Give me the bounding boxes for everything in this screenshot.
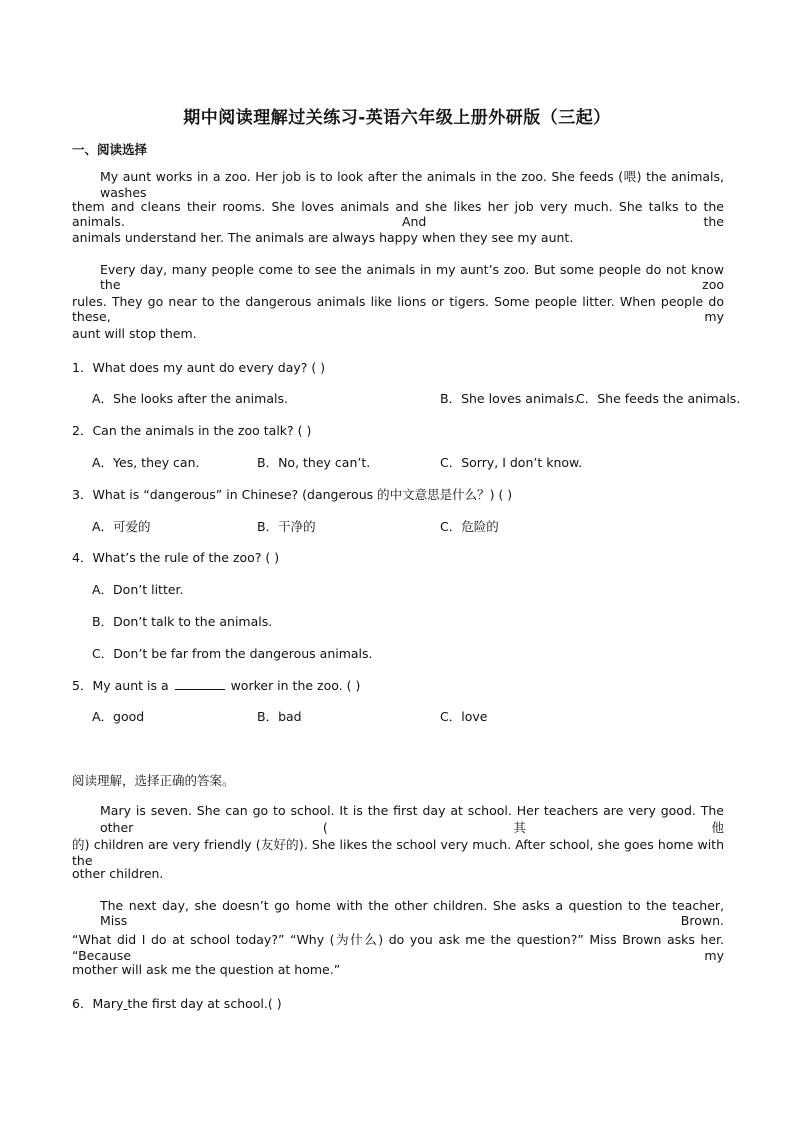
passage-1-line-3: animals understand her. The animals are always happy when they see my aunt. [72,230,574,245]
question-1-stem: 1．What does my aunt do every day? ( ) [72,360,326,375]
question-2-option-b[interactable]: B．No, they can’t. [257,455,371,470]
question-5-option-b[interactable]: B．bad [257,709,302,724]
question-5-blank[interactable] [175,677,225,690]
question-4-stem: 4．What’s the rule of the zoo? ( ) [72,550,280,565]
question-5-option-c[interactable]: C．love [440,709,488,724]
question-5-stem [72,676,724,694]
passage-1-line-6: aunt will stop them. [72,326,197,341]
question-4-option-b[interactable]: B．Don’t talk to the animals. [92,614,273,629]
question-5-stem-end: worker in the zoo. ( ) [230,678,361,693]
question-3-stem: 3．What is “dangerous” in Chinese? (dangerous 的中文意思是什么？) ( ) [72,487,513,502]
question-3-option-b[interactable]: B．干净的 [257,519,316,534]
page-title: 期中阅读理解过关练习-英语六年级上册外研版（三起） [183,108,611,128]
passage-2-line-6: mother will ask me the question at home.” [72,962,341,977]
question-6-stem [72,994,724,1012]
passage-2-line-2: 的) children are very friendly (友好的). She likes the school very much. After school, she goes home with the [72,837,724,868]
question-4-option-c[interactable]: C．Don’t be far from the dangerous animals. [92,646,373,661]
passage-1-line-2: them and cleans their rooms. She loves animals and she likes her job very much. She talks to the animals. And the [72,199,724,229]
section-heading-reading-comprehension: 阅读理解，选择正确的答案。 [72,773,235,788]
question-4-option-a[interactable]: A．Don’t litter. [92,582,184,597]
question-5-option-a[interactable]: A．good [92,709,145,724]
passage-1-line-4: Every day, many people come to see the animals in my aunt’s zoo. But some people do not know the zoo [100,262,724,292]
question-3-option-c[interactable]: C．危险的 [440,519,499,534]
question-1-option-a[interactable]: A．She looks after the animals. [92,391,288,406]
passage-2-line-3: other children. [72,866,164,881]
question-3-option-a[interactable]: A．可爱的 [92,519,151,534]
passage-1-line-5: rules. They go near to the dangerous animals like lions or tigers. Some people litter. When people do these, my [72,294,724,324]
question-6-stem-end: the first day at school.( ) [127,996,282,1011]
section-heading-reading-choice: 一、阅读选择 [72,142,148,157]
question-1-option-b[interactable]: B．She loves animals. [440,391,579,406]
passage-2-line-1: Mary is seven. She can go to school. It is the first day at school. Her teachers are very good. The other (其他 [100,803,724,835]
passage-2-line-5: “What did I do at school today?” “Why (为什么) do you ask me the question?” Miss Brown asks her. “Because my [72,932,724,963]
question-5-stem-start: 5．My aunt is a [72,678,169,693]
question-2-option-c[interactable]: C．Sorry, I don’t know. [440,455,583,470]
question-2-option-a[interactable]: A．Yes, they can. [92,455,200,470]
passage-2-line-4: The next day, she doesn’t go home with the other children. She asks a question to the teacher, Miss Brown. [100,898,724,928]
question-6-stem-start: 6．Mary [72,996,124,1011]
question-1-option-c[interactable]: C．She feeds the animals. [576,391,741,406]
passage-1-line-1: My aunt works in a zoo. Her job is to look after the animals in the zoo. She feeds (喂) the animals, washes [100,169,724,200]
question-2-stem: 2．Can the animals in the zoo talk? ( ) [72,423,312,438]
